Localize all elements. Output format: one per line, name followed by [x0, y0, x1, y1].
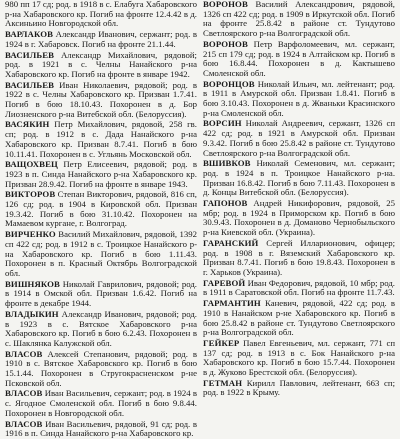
memorial-entry	[5, 160, 197, 189]
memorial-entry	[203, 199, 395, 238]
entry-name: ГЕТМАН	[203, 377, 243, 388]
entry-body: Василий Михайлович, рядовой, 1392 сп 422 сд; род. в 1912 в с. Троицкое Нанайского р-на Хабаровского кр. Погиб в бою 1.11.43. Похоронен в п. Красный Октябрь Волгоградской обл.	[5, 229, 198, 278]
entry-body: Кирилл Павлович, лейтенант, 663 сп; род. в 1922 в Крыму.	[203, 377, 395, 398]
entry-body: Петр Елисеевич, рядовой; род. в 1923 в п. Синда Нанайского р-на Хабаровского кр. Призван 28.9.42. Погиб на фронте в январе 1943.	[5, 159, 197, 189]
memorial-entry	[203, 379, 395, 398]
memorial-entry	[5, 280, 197, 309]
entry-name: ВАСИЛЬЕВ	[5, 79, 55, 90]
entry-body: Сергей Илларионович, офицер; род. в 1908 в г. Вяземский Хабаровского кр. Призван 8.7.41. Погиб в бою 19.8.43. Похоронен в г. Харьков (Украина).	[203, 237, 396, 277]
entry-name: ВОРСИН	[203, 118, 242, 129]
entry-body: Василий Александрович, рядовой, 1326 сп 422 сд; род. в 1909 в Иркутской обл. Погиб на фронте 25.8.42 в районе ст. Тундутово Светлоярского р-на Волгоградской обл.	[203, 0, 395, 39]
entry-name: ВАЩОХВЕЦ	[5, 159, 58, 170]
memorial-entry	[5, 120, 197, 159]
memorial-entry	[5, 30, 197, 49]
memorial-entry	[5, 51, 197, 80]
memorial-entry	[203, 339, 395, 378]
entry-name: ВОРОНОВ	[203, 0, 248, 9]
memorial-entry	[5, 389, 197, 418]
memorial-entry	[5, 81, 197, 120]
entry-name: ВИШНЯКОВ	[5, 278, 60, 289]
entry-name: ГЕЙКЕР	[203, 337, 240, 348]
entry-name: ВОРОНОВ	[203, 38, 248, 49]
entry-name: ВОРОНЦОВ	[203, 78, 255, 89]
memorial-entry	[203, 119, 395, 158]
entry-body: Иван Николаевич, рядовой; род. в 1922 в с. Челны Хабаровского кр. Призван 1.7.41. Погиб в бою 18.10.43. Похоронен в д. Бор Лиозненского р-на Витебской обл. (Белоруссия).	[5, 79, 198, 119]
entry-name: ВИКТОРОВ	[5, 189, 56, 200]
entry-body: Александр Иванович, сержант; род. в 1924 в г. Хабаровск. Погиб на фронте 21.1.44.	[5, 29, 197, 49]
entry-body: Иван Васильевич, сержант; род. в 1924 в с. Ягодное Смоленской обл. Погиб в бою 9.8.44. Похоронен в Новгородской обл.	[5, 388, 197, 418]
entry-name: ВАСЯКИН	[5, 119, 50, 130]
entry-body: Павел Евгеньевич, мл. сержант, 771 сп 137 сд; род. в 1913 в с. Бок Нанайского р-на Хабаровского кр. Погиб в бою 15.7.44. Похоронен в д. Жуково Брестской обл. (Белоруссия).	[203, 337, 396, 378]
entry-body: Николай Андреевич, сержант, 1326 сп 422 сд; род. в 1921 в Амурской обл. Призван 9.3.42. Погиб в бою 25.8.42 в районе ст. Тундутово Светлоярского р-на Волгоградской обл.	[203, 118, 396, 158]
memorial-entry	[203, 80, 395, 119]
memorial-entry	[5, 230, 197, 279]
entry-body: 980 пп 17 сд; род. в 1918 в с. Елабуга Хабаровского р-на Хабаровского кр. Погиб на фронте 12.4.42 в д. Аксиньино Новгородской обл.	[5, 0, 197, 29]
memorial-entry	[203, 299, 395, 338]
left-column	[3, 0, 199, 439]
entry-body: Андрей Никифорович, рядовой, 25 мбр; род. в 1924 в Приморском кр. Погиб в бою 30.9.43. Похоронен в д. Доманово Чернобыльского р-на Киевской обл. (Украина).	[203, 198, 395, 238]
entry-body: Николай Семенович, мл. сержант; род. в 1924 в п. Троицкое Нанайского р-на. Призван 16.8.42. Погиб в бою 7.11.43. Похоронен в д. Концы Витебской обл. (Белоруссия).	[203, 158, 396, 198]
entry-name: ГАПОНОВ	[203, 198, 248, 209]
memorial-entry	[5, 190, 197, 229]
entry-body: Алексей Степанович, рядовой; род. в 1910 в с. Вятское Хабаровского кр. Погиб в бою 15.1.44. Похоронен в Стругокрасненском р-не Псковской обл.	[5, 348, 198, 388]
entry-body: Петр Варфоломеевич, мл. сержант, 215 сп 179 сд; род. в 1924 в Алтайском кр. Погиб в бою 16.8.44. Похоронен в д. Кактышево Смоленской обл.	[203, 38, 395, 78]
entry-name: ВШИВКОВ	[203, 158, 251, 169]
entry-name: ВЛАДЫКИН	[5, 308, 59, 319]
entry-name: ГАРМАНТИН	[203, 298, 261, 309]
entry-name: ГАРАНСКИЙ	[203, 237, 259, 248]
entry-body: Николай Гаврилович, рядовой; род. в 1914 в Омской обл. Призван 1.6.42. Погиб на фронте в декабре 1944.	[5, 278, 197, 309]
memorial-entry	[203, 239, 395, 278]
entry-body: Иван Федорович, рядовой, 10 мбр; род. в 1911 в Саратовской обл. Погиб на фронте 11.7.43.	[203, 277, 395, 298]
entry-name: ГАРЕВОЙ	[203, 277, 246, 288]
entry-name: ВЛАСОВ	[5, 418, 43, 429]
entry-body: Иван Васильевич, рядовой, 91 сд; род. в 1916 в п. Синда Нанайского р-на Хабаровского кр.	[5, 418, 197, 439]
memorial-entry	[203, 0, 395, 39]
right-column	[201, 0, 397, 400]
entry-name: ВИРЧЕНКО	[5, 229, 56, 240]
memorial-entry	[5, 0, 197, 29]
entry-body: Каневич, рядовой, 422 сд; род. в 1910 в Нанайском р-не Хабаровского кр. Погиб в бою 25.8.42 в районе ст. Тундутово Светлоярского р-на Волгоградской обл.	[203, 298, 396, 338]
memorial-entry	[5, 420, 197, 439]
entry-name: ВЛАСОВ	[5, 388, 43, 399]
entry-name: ВАРЛАКОВ	[5, 29, 54, 40]
memorial-entry	[203, 279, 395, 298]
memorial-entry	[203, 159, 395, 198]
entry-body: Александр Иванович, рядовой; род. в 1923 в с. Вятское Хабаровского р-на Хабаровского кр. Погиб в бою 6.2.43. Похоронен в с. Шаклянка Калужской обл.	[5, 308, 197, 348]
entry-body: Александр Михайлович, рядовой; род. в 1921 в с. Челны Нанайского р-на Хабаровского кр. Погиб на фронте в январе 1942.	[5, 49, 197, 79]
entry-body: Петр Михайлович, рядовой, 258 гв. сп; род. в 1912 в с. Дада Нанайского р-на Хабаровского кр. Призван 8.7.41. Погиб в бою 10.11.41. Похоронен в с. Угльянь Московской обл.	[5, 119, 197, 159]
memorial-entry	[203, 40, 395, 79]
memorial-entry	[5, 350, 197, 389]
entry-name: ВАСИЛЬЕВ	[5, 49, 55, 60]
entry-body: Степан Викторович, рядовой, 816 сп, 126 сд; род. в 1904 в Кировской обл. Призван 19.3.42. Погиб в бою 31.10.42. Похоронен на Мамаевом кургане, г. Волгоград.	[5, 189, 197, 229]
memorial-entry	[5, 310, 197, 349]
entry-name: ВЛАСОВ	[5, 348, 43, 359]
entry-body: Николай Ильич, мл. лейтенант; род. в 1911 в Амурской обл. Призван 1.8.41. Погиб в бою 3.10.43. Похоронен в д. Жваньки Красинского р-на Смоленской обл.	[203, 78, 395, 118]
